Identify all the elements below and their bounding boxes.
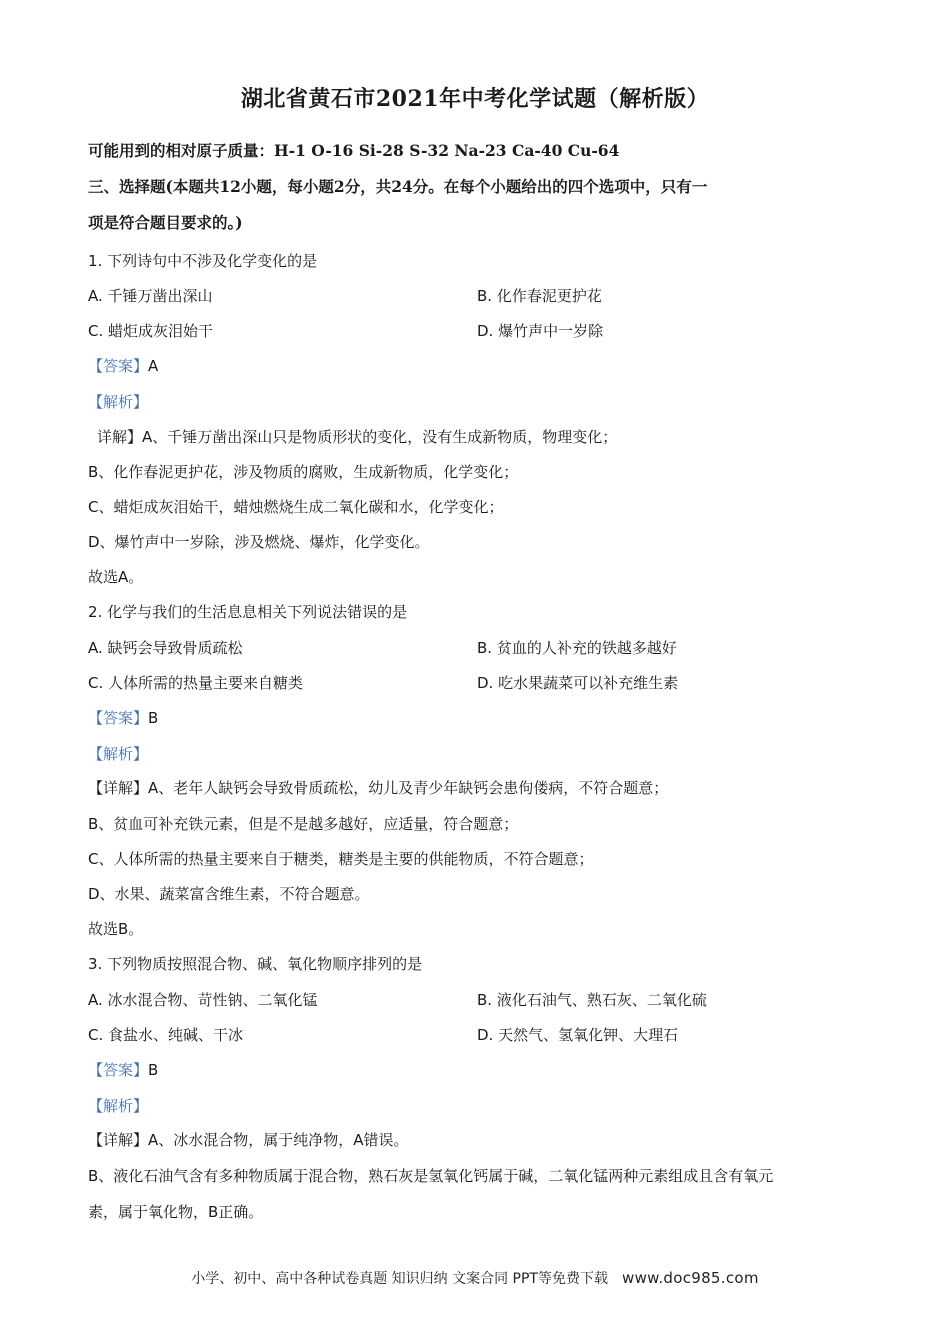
question-2-detail-2: B、贫血可补充铁元素，但是不是越多越好，应适量，符合题意；: [88, 815, 519, 833]
question-1-choice: 故选A。: [88, 568, 144, 586]
question-3-detail-2: B、液化石油气含有多种物质属于混合物，熟石灰是氢氧化钙属于碱，二氧化锰两种元素组成且含有氧元: [88, 1167, 774, 1185]
answer-value: B: [148, 709, 159, 727]
question-3-stem: 3. 下列物质按照混合物、碱、氧化物顺序排列的是: [88, 955, 423, 973]
question-2-stem: 2. 化学与我们的生活息息相关下列说法错误的是: [88, 603, 408, 621]
question-3-answer: [88, 1060, 158, 1080]
footer-url-link[interactable]: www.doc985.com: [622, 1269, 759, 1287]
footer-text: 小学、初中、高中各种试卷真题 知识归纳 文案合同 PPT等免费下载: [191, 1271, 608, 1287]
question-1-option-a: A. 千锤万凿出深山: [88, 287, 213, 305]
section-header-line-2: 项是符合题目要求的。): [88, 213, 243, 232]
question-3-option-a: A. 冰水混合物、苛性钠、二氧化锰: [88, 991, 318, 1009]
page-title: 湖北省黄石市2021年中考化学试题（解析版）: [240, 86, 710, 112]
question-3-analysis-tag: 【解析】: [88, 1097, 149, 1115]
question-3-option-c: C. 食盐水、纯碱、干冰: [88, 1026, 244, 1044]
question-2-choice: 故选B。: [88, 920, 144, 938]
question-1-answer: [88, 356, 158, 376]
answer-value: A: [148, 357, 159, 375]
question-1-detail-2: B、化作春泥更护花，涉及物质的腐败，生成新物质，化学变化；: [88, 463, 519, 481]
question-1-option-c: C. 蜡炬成灰泪始干: [88, 322, 214, 340]
question-2-detail-3: C、人体所需的热量主要来自于糖类，糖类是主要的供能物质，不符合题意；: [88, 850, 594, 868]
question-1-option-d: D. 爆竹声中一岁除: [477, 322, 604, 340]
question-1-stem: 1. 下列诗句中不涉及化学变化的是: [88, 252, 318, 270]
question-3-detail-1: 【详解】A、冰水混合物，属于纯净物，A错误。: [88, 1131, 409, 1149]
question-1-detail-1: 详解】A、千锤万凿出深山只是物质形状的变化，没有生成新物质，物理变化；: [97, 428, 618, 446]
question-2-option-b: B. 贫血的人补充的铁越多越好: [477, 639, 677, 657]
answer-value: B: [148, 1061, 159, 1079]
answer-tag: 【答案】: [88, 357, 149, 375]
question-1-option-b: B. 化作春泥更护花: [477, 287, 602, 305]
question-3-option-b: B. 液化石油气、熟石灰、二氧化硫: [477, 991, 707, 1009]
question-2-option-c: C. 人体所需的热量主要来自糖类: [88, 674, 304, 692]
question-2-detail-1: 【详解】A、老年人缺钙会导致骨质疏松，幼儿及青少年缺钙会患佝偻病，不符合题意；: [88, 779, 669, 797]
question-1-analysis-tag: 【解析】: [88, 393, 149, 411]
page-footer: [0, 1268, 950, 1288]
question-2-option-a: A. 缺钙会导致骨质疏松: [88, 639, 243, 657]
question-2-option-d: D. 吃水果蔬菜可以补充维生素: [477, 674, 679, 692]
answer-tag: 【答案】: [88, 1061, 149, 1079]
question-3-detail-3: 素，属于氧化物，B正确。: [88, 1203, 264, 1221]
answer-tag: 【答案】: [88, 709, 149, 727]
section-header-line-1: 三、选择题(本题共12小题，每小题2分，共24分。在每个小题给出的四个选项中，只有一: [88, 177, 708, 196]
question-3-option-d: D. 天然气、氢氧化钾、大理石: [477, 1026, 679, 1044]
question-2-analysis-tag: 【解析】: [88, 745, 149, 763]
question-1-detail-4: D、爆竹声中一岁除，涉及燃烧、爆炸，化学变化。: [88, 533, 430, 551]
question-2-detail-4: D、水果、蔬菜富含维生素，不符合题意。: [88, 885, 370, 903]
atomic-mass-line: 可能用到的相对原子质量：H-1 O-16 Si-28 S-32 Na-23 Ca-40 Cu-64: [88, 141, 620, 160]
question-2-answer: [88, 708, 158, 728]
question-1-detail-3: C、蜡炬成灰泪始干，蜡烛燃烧生成二氧化碳和水，化学变化；: [88, 498, 504, 516]
